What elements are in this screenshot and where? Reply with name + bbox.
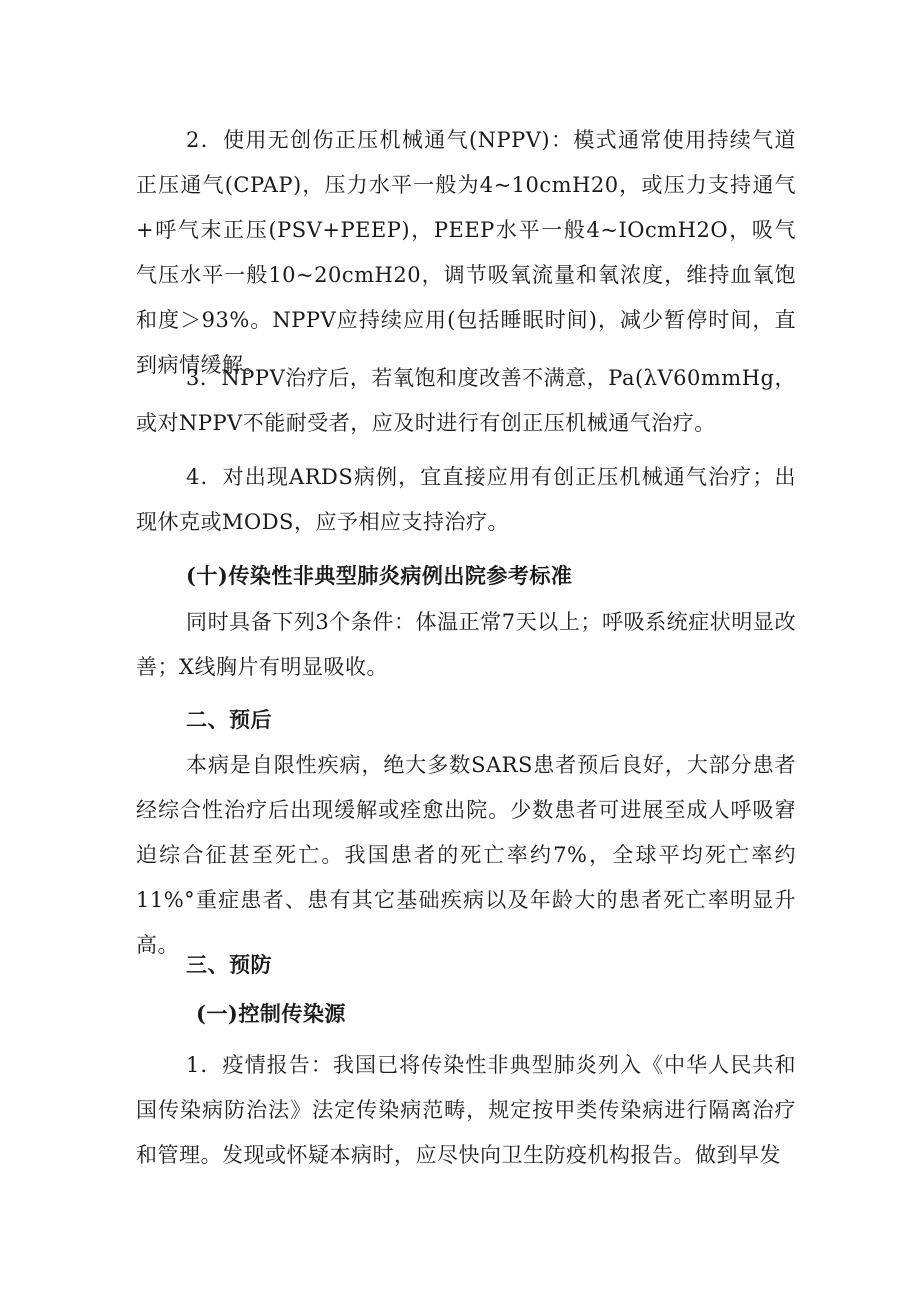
paragraph-invasive-ventilation: 3．NPPV治疗后，若氧饱和度改善不满意，Pa(λV60mmHg，或对NPPV不能耐受者，应及时进行有创正压机械通气治疗。 [136, 366, 796, 435]
paragraph-discharge-conditions: 同时具备下列3个条件：体温正常7天以上；呼吸系统症状明显改善；X线胸片有明显吸收。 [136, 610, 796, 679]
subsection-heading-control-source: (一)控制传染源 [196, 1001, 346, 1026]
paragraph-prognosis: 本病是自限性疾病，绝大多数SARS患者预后良好，大部分患者经综合性治疗后出现缓解或痊愈出院。少数患者可进展至成人呼吸窘迫综合征甚至死亡。我国患者的死亡率约7%，全球平均死亡率约11%°重症患者、患有其它基础疾病以及年龄大的患者死亡率明显升高。 [136, 753, 796, 957]
section-heading-discharge-criteria: (十)传染性非典型肺炎病例出院参考标准 [186, 563, 573, 588]
paragraph-ards: 4．对出现ARDS病例，宜直接应用有创正压机械通气治疗；出现休克或MODS，应予相应支持治疗。 [136, 465, 796, 534]
section-heading-prognosis: 二、预后 [186, 707, 272, 732]
paragraph-epidemic-report: 1．疫情报告：我国已将传染性非典型肺炎列入《中华人民共和国传染病防治法》法定传染病范畴，规定按甲类传染病进行隔离治疗和管理。发现或怀疑本病时，应尽快向卫生防疫机构报告。做到早发 [136, 1053, 796, 1167]
section-heading-prevention: 三、预防 [186, 952, 272, 977]
paragraph-nppv: 2．使用无创伤正压机械通气(NPPV)：模式通常使用持续气道正压通气(CPAP)，压力水平一般为4~10cmH20，或压力支持通气+呼气末正压(PSV+PEEP)，PEEP水平一般4~IOcmH2O，吸气气压水平一般10~20cmH20，调节吸氧流量和氧浓度，维持血氧饱和度＞93%。NPPV应持续应用(包括睡眠时间)，减少暂停时间，直到病情缓解。 [136, 128, 796, 377]
